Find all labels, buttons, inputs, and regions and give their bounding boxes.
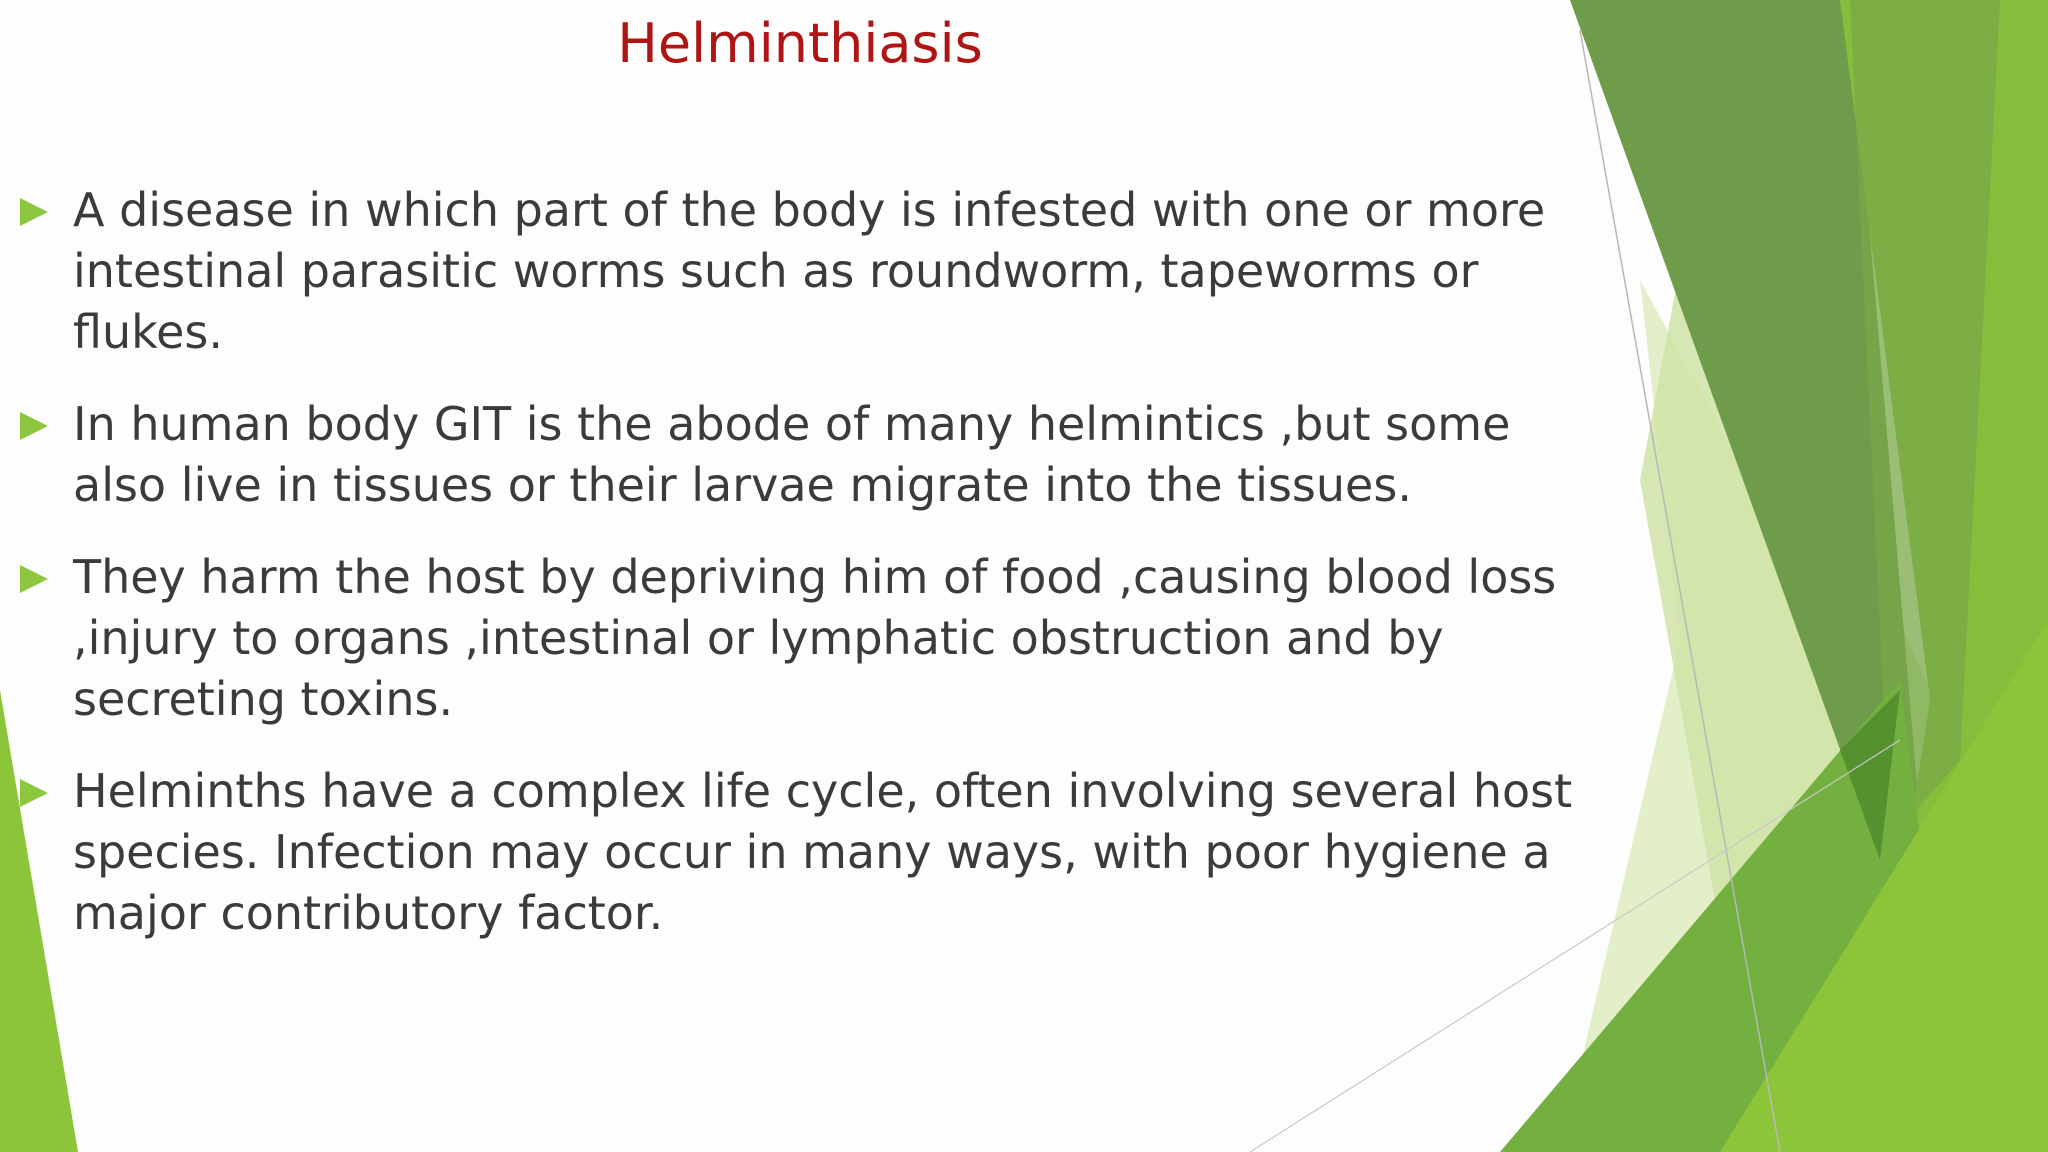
bullet-item <box>18 761 1578 944</box>
slide-title: Helminthiasis <box>617 12 983 75</box>
bullet-item <box>18 547 1578 730</box>
triangle-bullet-icon <box>20 198 48 226</box>
bullet-text: A disease in which part of the body is infested with one or more intestinal parasitic worms such as roundworm, tapeworms or flukes. <box>73 183 1546 359</box>
bullet-text: In human body GIT is the abode of many helmintics ,but some also live in tissues or their larvae migrate into the tissues. <box>73 397 1511 512</box>
bullet-item <box>18 180 1578 363</box>
triangle-bullet-icon <box>20 779 48 807</box>
bullet-list <box>18 180 1578 975</box>
bullet-text: They harm the host by depriving him of food ,causing blood loss ,injury to organs ,intestinal or lymphatic obstruction and by secreting toxins. <box>73 550 1557 726</box>
bullet-text: Helminths have a complex life cycle, often involving several host species. Infection may occur in many ways, with poor hygiene a major contributory factor. <box>73 764 1573 940</box>
triangle-bullet-icon <box>20 412 48 440</box>
bullet-item <box>18 394 1578 516</box>
triangle-bullet-icon <box>20 565 48 593</box>
